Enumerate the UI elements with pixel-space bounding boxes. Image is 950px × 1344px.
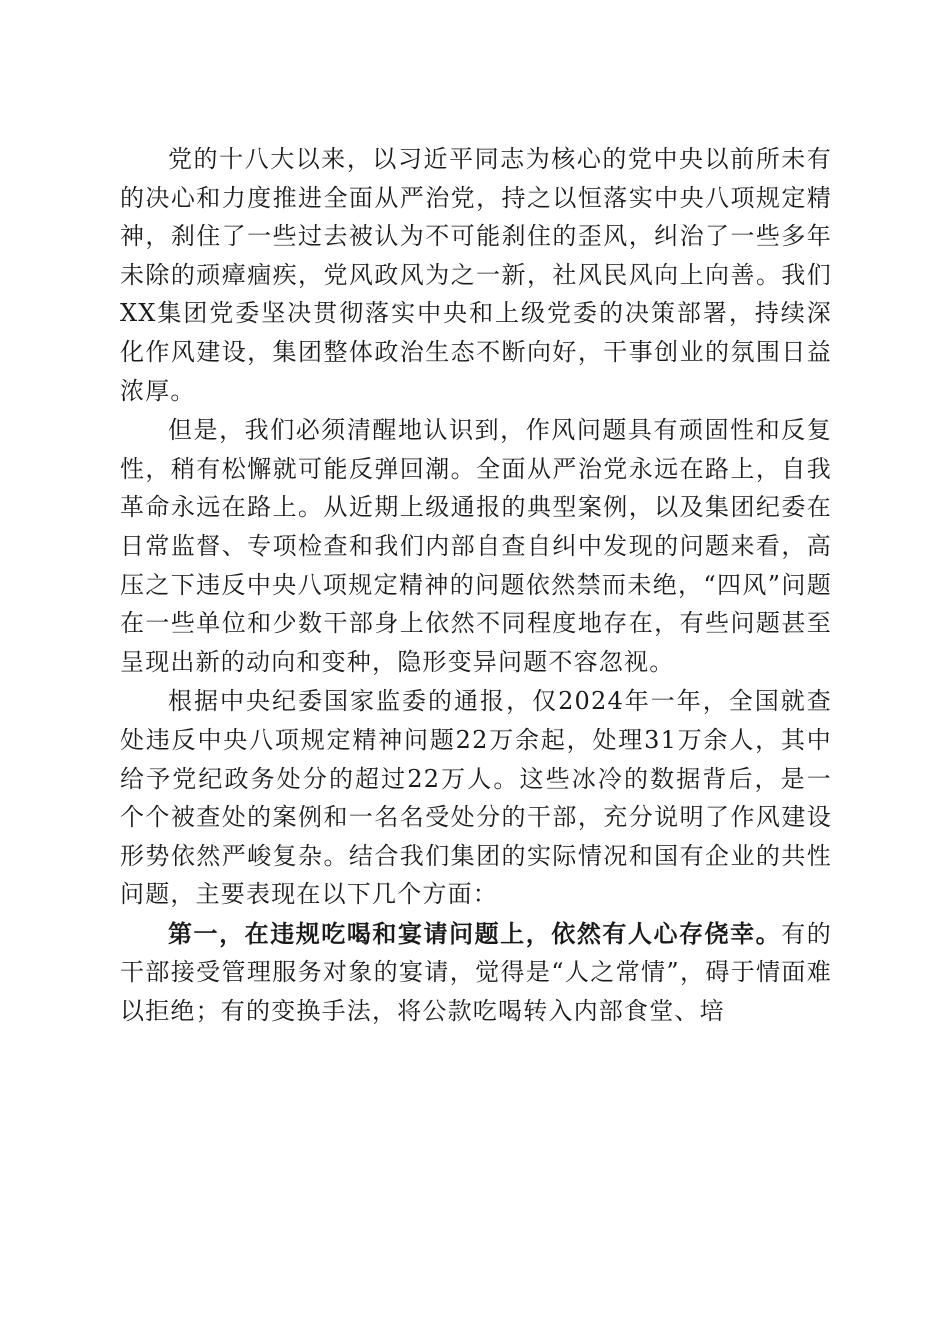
paragraph-3 (120, 682, 832, 914)
paragraph-4-lead: 第一，在违规吃喝和宴请问题上，依然有人心存侥幸。 (168, 918, 782, 948)
document-page (120, 140, 832, 1032)
paragraph-3-text: 根据中央纪委国家监委的通报，仅2024年一年，全国就查处违反中央八项规定精神问题22万余起，处理31万余人，其中给予党纪政务处分的超过22万人。这些冰冷的数据背后，是一个个被查处的案例和一名名受处分的干部，充分说明了作风建设形势依然严峻复杂。结合我们集团的实际情况和国有企业的共性问题，主要表现在以下几个方面： (120, 687, 832, 909)
paragraph-1 (120, 140, 832, 410)
paragraph-4-text: 有的干部接受管理服务对象的宴请，觉得是“人之常情”，碍于情面难以拒绝；有的变换手法，将公款吃喝转入内部食堂、培 (120, 919, 832, 1026)
paragraph-1-text: 党的十八大以来，以习近平同志为核心的党中央以前所未有的决心和力度推进全面从严治党，持之以恒落实中央八项规定精神，刹住了一些过去被认为不可能刹住的歪风，纠治了一些多年未除的顽瘴痼疾，党风政风为之一新，社风民风向上向善。我们XX集团党委坚决贯彻落实中央和上级党委的决策部署，持续深化作风建设，集团整体政治生态不断向好，干事创业的氛围日益浓厚。 (120, 145, 832, 405)
paragraph-2 (120, 411, 832, 681)
paragraph-2-text: 但是，我们必须清醒地认识到，作风问题具有顽固性和反复性，稍有松懈就可能反弹回潮。全面从严治党永远在路上，自我革命永远在路上。从近期上级通报的典型案例，以及集团纪委在日常监督、专项检查和我们内部自查自纠中发现的问题来看，高压之下违反中央八项规定精神的问题依然禁而未绝，“四风”问题在一些单位和少数干部身上依然不同程度地存在，有些问题甚至呈现出新的动向和变种，隐形变异问题不容忽视。 (120, 416, 832, 676)
paragraph-4 (120, 915, 832, 1031)
